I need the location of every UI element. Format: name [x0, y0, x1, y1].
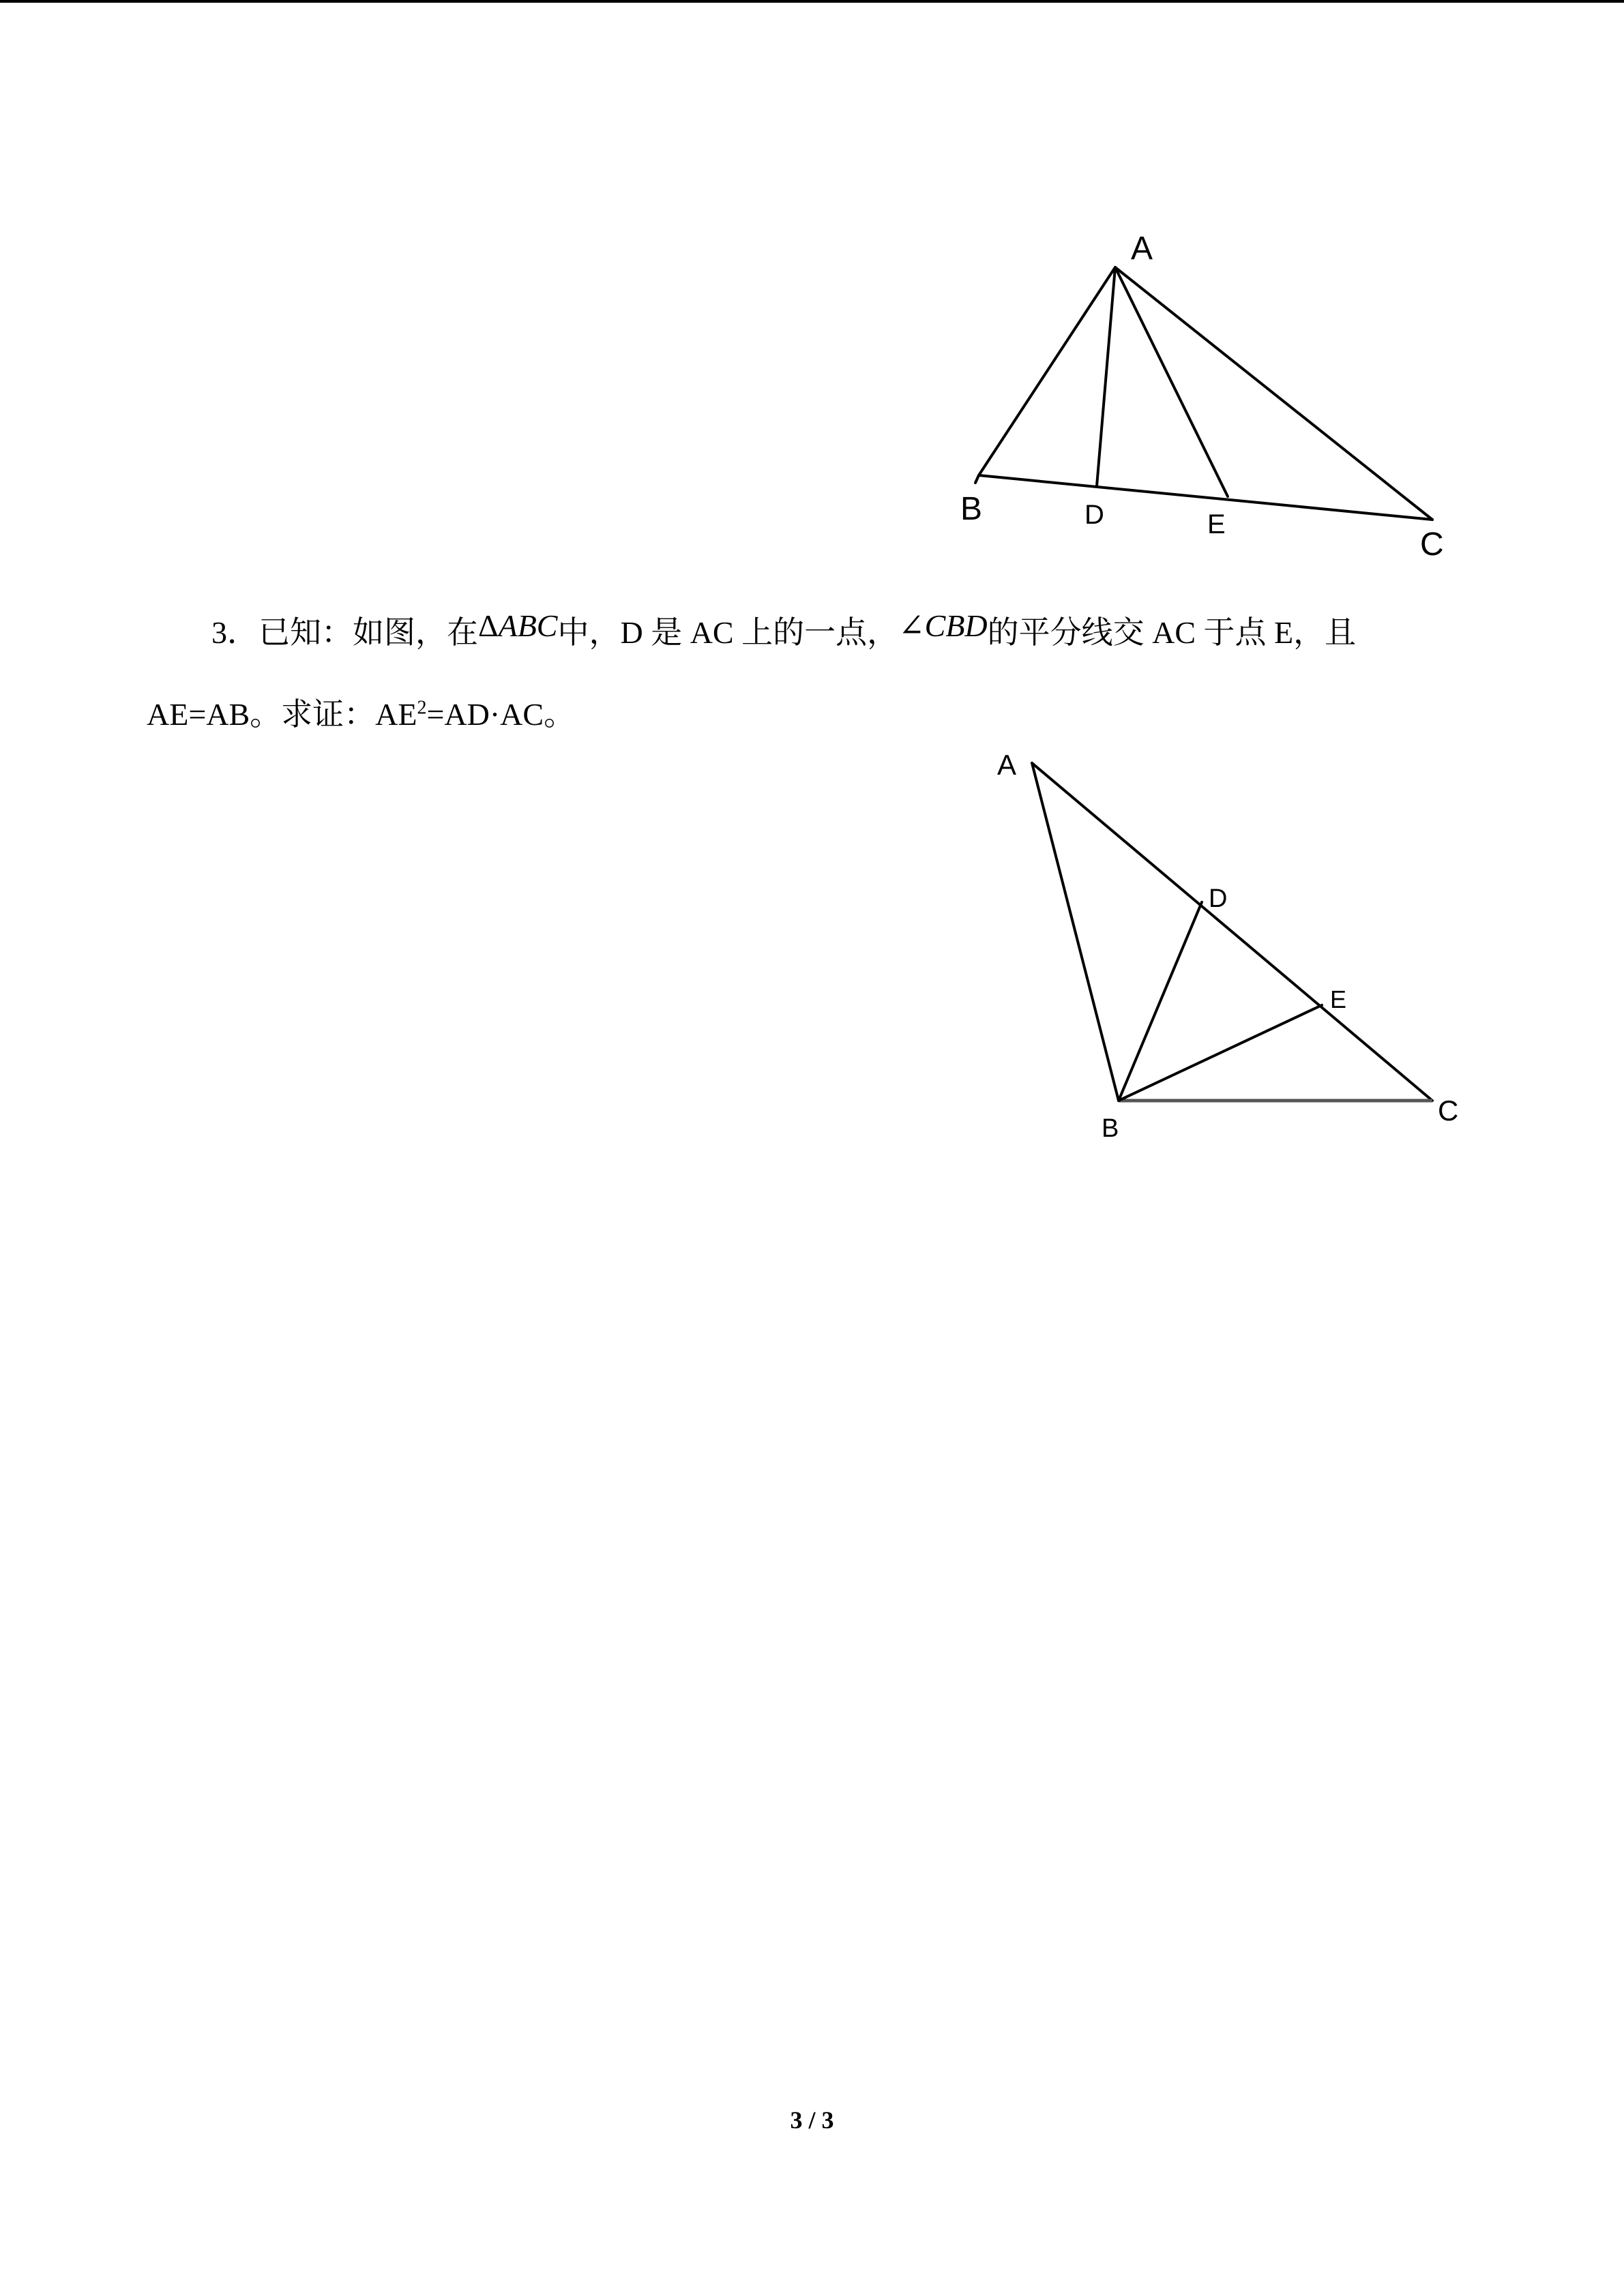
triangle-name: ABC — [498, 608, 558, 643]
problem-number-separator: ． — [227, 615, 259, 650]
segment-ac — [1115, 267, 1432, 520]
page-number: 3 / 3 — [790, 2106, 834, 2134]
figure-1-svg — [941, 225, 1487, 580]
problem-text-part-1: 已知：如图，在 — [259, 615, 478, 650]
top-border-rule — [0, 0, 1624, 3]
figure-2-label-c: C — [1438, 1094, 1459, 1127]
figure-1-label-a: A — [1131, 230, 1153, 267]
problem-3-line-2 — [147, 694, 575, 735]
figure-2-label-a: A — [997, 749, 1017, 781]
segment-ad — [1097, 267, 1115, 486]
angle-symbol: ∠ — [898, 608, 925, 643]
segment-ae — [1115, 267, 1228, 496]
angle-cbd-notation — [898, 608, 988, 643]
problem-text-part-3: 的平分线交 AC 于点 E，且 — [987, 615, 1357, 650]
figure-1-triangle — [941, 225, 1487, 580]
segment-bc — [979, 475, 1432, 520]
segment-ab — [979, 267, 1115, 475]
figure-1-label-b: B — [960, 491, 983, 527]
triangle-symbol: Δ — [478, 608, 499, 643]
segment-be — [1119, 1005, 1322, 1101]
figure-2-label-e: E — [1330, 985, 1347, 1013]
figure-2-label-b: B — [1102, 1114, 1119, 1143]
problem-number: 3 — [211, 615, 227, 650]
triangle-abc-notation — [478, 608, 557, 643]
figure-1-label-e: E — [1207, 509, 1226, 539]
figure-2-label-d: D — [1209, 884, 1228, 913]
segment-ab — [1032, 763, 1119, 1101]
figure-2-svg — [975, 743, 1521, 1166]
figure-1-label-d: D — [1084, 500, 1104, 530]
problem-line-2-part-b: =AD·AC。 — [426, 697, 576, 732]
problem-text-part-2: 中，D 是 AC 上的一点， — [557, 615, 899, 650]
problem-3-line-1 — [211, 608, 1357, 653]
segment-bd — [1119, 902, 1202, 1101]
problem-line-2-part-a: AE=AB。求证：AE — [147, 697, 417, 732]
figure-1-label-c: C — [1420, 526, 1444, 563]
segment-ac — [1032, 763, 1432, 1101]
exponent-superscript: 2 — [417, 697, 427, 719]
figure-2-triangle — [975, 743, 1521, 1166]
angle-name: CBD — [924, 608, 988, 643]
tick-b — [975, 475, 979, 483]
